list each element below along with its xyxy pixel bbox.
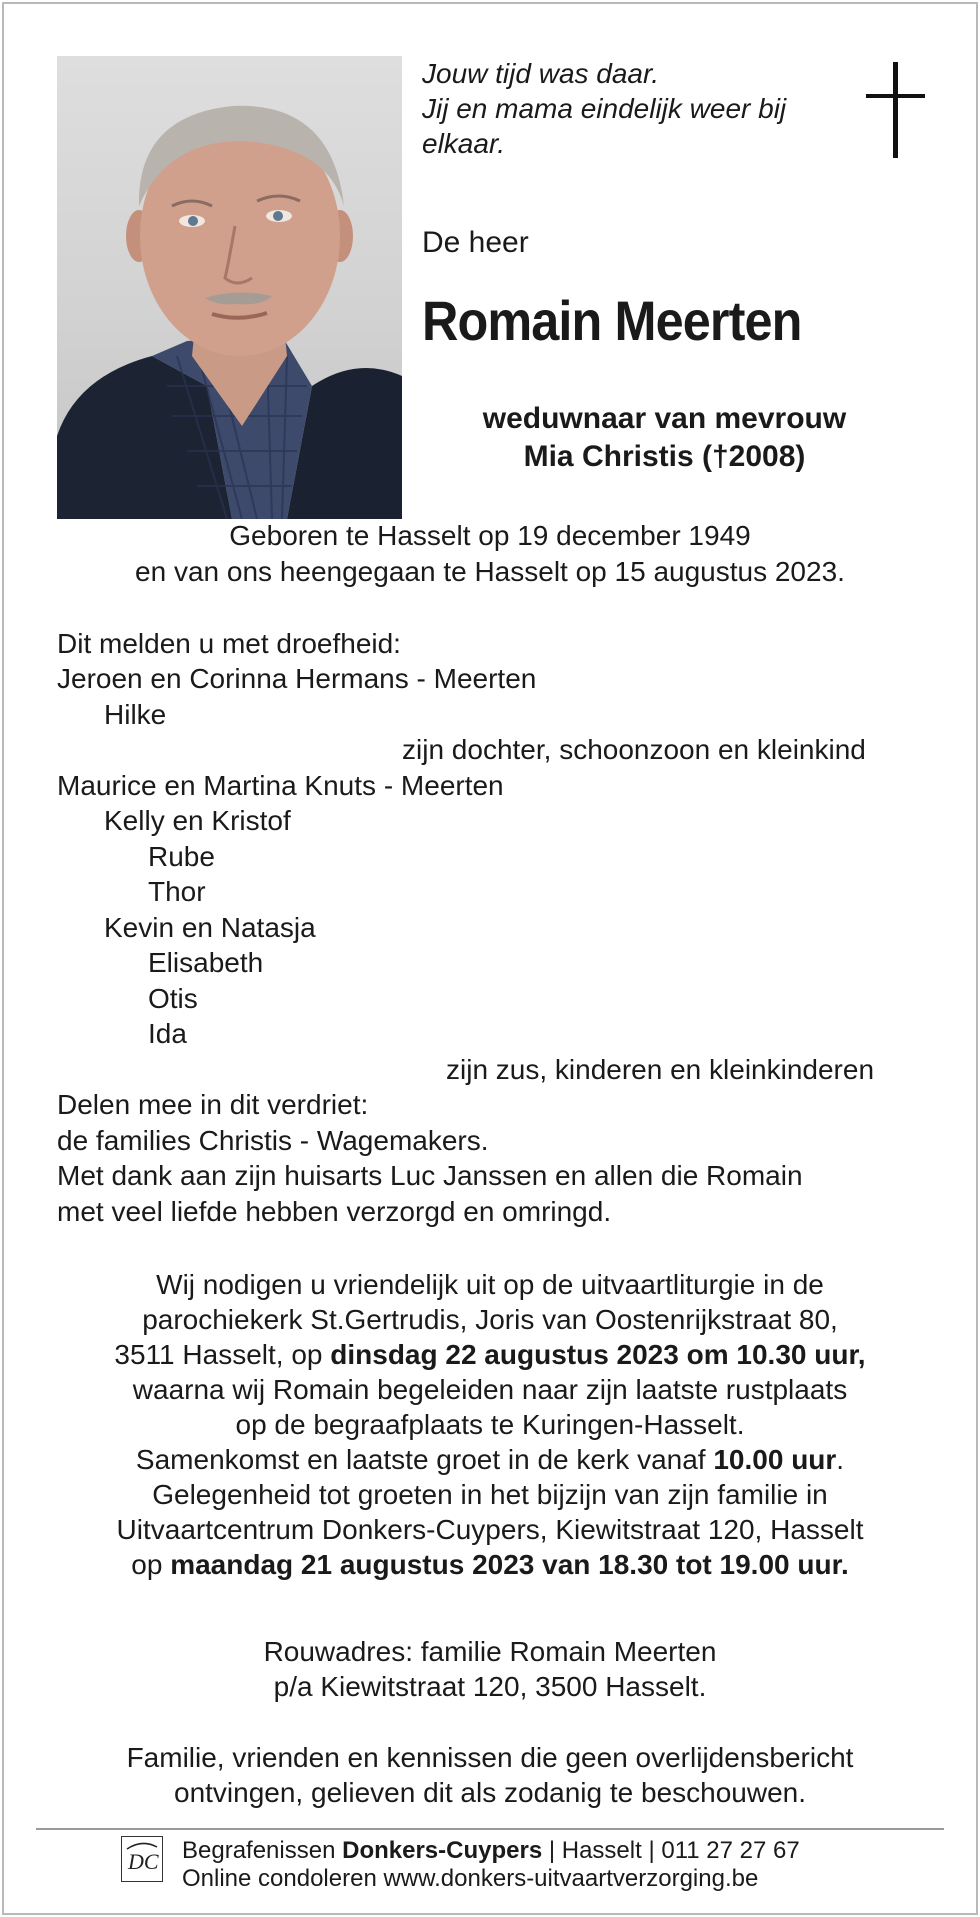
funeral-line: . <box>836 1444 845 1475</box>
funeral-info <box>57 1267 923 1582</box>
family-member: Kevin en Natasja <box>104 912 316 943</box>
funeral-line: Gelegenheid tot groeten in het bijzijn van zijn familie in <box>152 1479 828 1510</box>
family-member: Elisabeth <box>148 947 264 978</box>
address-line-1: Rouwadres: familie Romain Meerten <box>263 1636 717 1667</box>
family-member: Thor <box>148 876 206 907</box>
footer-contact: | Hasselt | 011 27 27 67 <box>542 1837 800 1864</box>
svg-text:DC: DC <box>128 1849 159 1874</box>
funeral-line: op de begraafplaats te Kuringen-Hasselt. <box>235 1409 745 1440</box>
family-relation: zijn dochter, schoonzoon en kleinkind <box>402 734 866 765</box>
funeral-line: 3511 Hasselt, op <box>114 1339 331 1370</box>
widower-of <box>402 400 927 476</box>
funeral-line: op <box>131 1549 171 1580</box>
portrait-photo <box>57 56 402 519</box>
birth-death-info <box>57 518 923 590</box>
family-member: Kelly en Kristof <box>104 805 291 836</box>
family-member: Otis <box>148 983 198 1014</box>
footer-prefix: Begrafenissen <box>182 1837 343 1864</box>
salutation: De heer <box>422 226 529 259</box>
funeral-line: parochiekerk St.Gertrudis, Joris van Oostenrijkstraat 80, <box>142 1304 838 1335</box>
thanks-line-2: met veel liefde hebben verzorgd en omringd. <box>57 1196 612 1227</box>
family-member: Maurice en Martina Knuts - Meerten <box>57 770 504 801</box>
thanks-line-1: Met dank aan zijn huisarts Luc Janssen en allen die Romain <box>57 1160 803 1191</box>
quote-line-1: Jouw tijd was daar. <box>422 58 660 89</box>
notice-line-2: ontvingen, gelieven dit als zodanig te beschouwen. <box>174 1777 806 1808</box>
widower-line-1: weduwnaar van mevrouw <box>482 402 847 435</box>
extended-families: de families Christis - Wagemakers. <box>57 1125 489 1156</box>
death-line: en van ons heengegaan te Hasselt op 15 augustus 2023. <box>135 556 845 587</box>
notice-line-1: Familie, vrienden en kennissen die geen overlijdensbericht <box>126 1742 854 1773</box>
footer-website-line[interactable]: Online condoleren www.donkers-uitvaartverzorging.be <box>182 1865 759 1892</box>
funeral-line: Wij nodigen u vriendelijk uit op de uitvaartliturgie in de <box>156 1269 824 1300</box>
quote-line-3: elkaar. <box>422 128 506 159</box>
deceased-name: Romain Meerten <box>422 289 802 352</box>
family-member: Ida <box>148 1018 187 1049</box>
notice <box>57 1740 923 1810</box>
funeral-line: Samenkomst en laatste groet in de kerk vanaf <box>135 1444 714 1475</box>
family-member: Hilke <box>104 699 167 730</box>
gathering-time: 10.00 uur <box>713 1444 837 1475</box>
funeral-home-logo <box>121 1836 163 1882</box>
family-member: Jeroen en Corinna Hermans - Meerten <box>57 663 537 694</box>
footer-company-line <box>182 1836 800 1866</box>
funeral-date: dinsdag 22 augustus 2023 om 10.30 uur, <box>330 1339 866 1370</box>
family-intro: Dit melden u met droefheid: <box>57 628 401 659</box>
mourning-address <box>57 1634 923 1704</box>
quote-line-2: Jij en mama eindelijk weer bij <box>422 93 787 124</box>
funeral-line: Uitvaartcentrum Donkers-Cuypers, Kiewitstraat 120, Hasselt <box>116 1514 864 1545</box>
widower-line-2: Mia Christis (†2008) <box>523 440 806 473</box>
footer-company: Donkers-Cuypers <box>342 1837 543 1864</box>
family-relation: zijn zus, kinderen en kleinkinderen <box>446 1054 875 1085</box>
share-intro: Delen mee in dit verdriet: <box>57 1089 369 1120</box>
birth-line: Geboren te Hasselt op 19 december 1949 <box>229 520 751 551</box>
family-member: Rube <box>148 841 215 872</box>
memorial-quote <box>422 56 786 161</box>
footer-divider <box>36 1828 944 1830</box>
address-line-2: p/a Kiewitstraat 120, 3500 Hasselt. <box>273 1671 707 1702</box>
funeral-line: waarna wij Romain begeleiden naar zijn laatste rustplaats <box>132 1374 848 1405</box>
viewing-date: maandag 21 augustus 2023 van 18.30 tot 19.00 uur. <box>170 1549 849 1580</box>
